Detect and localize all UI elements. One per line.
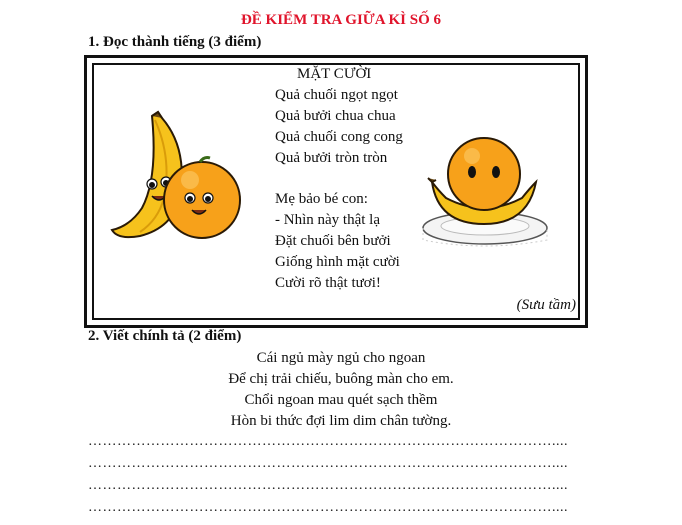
- dictation-line: Hòn bi thức đợi lim dim chân tường.: [230, 413, 452, 429]
- orange-face-icon: [448, 138, 520, 210]
- poem-line: Quả bưởi tròn tròn: [275, 150, 388, 166]
- answer-line[interactable]: ……………………………………………………………………………………....: [88, 434, 568, 449]
- answer-line[interactable]: ……………………………………………………………………………………....: [88, 456, 568, 471]
- banana-orange-illustration: [100, 108, 250, 243]
- dictation-line: Để chị trải chiếu, buông màn cho em.: [228, 371, 454, 387]
- answer-line[interactable]: ……………………………………………………………………………………....: [88, 478, 568, 493]
- poem-line: - Nhìn này thật lạ: [275, 212, 380, 228]
- poem-title: MẶT CƯỜI: [297, 66, 372, 82]
- section1-heading: 1. Đọc thành tiếng (3 điểm): [88, 34, 262, 50]
- poem-line: Quả chuối ngọt ngọt: [275, 87, 398, 103]
- poem-line: Cười rõ thật tươi!: [275, 275, 381, 291]
- poem-line: Quả chuối cong cong: [275, 129, 403, 145]
- poem-line: Mẹ bảo bé con:: [275, 191, 368, 207]
- poem-line: Giống hình mặt cười: [275, 254, 400, 270]
- poem-line: Đặt chuối bên bưởi: [275, 233, 391, 249]
- poem-line: Quả bưởi chua chua: [275, 108, 396, 124]
- page-title: ĐỀ KIỂM TRA GIỮA KÌ SỐ 6: [240, 12, 442, 28]
- smiley-fruit-plate-illustration: [418, 136, 553, 254]
- dictation-text: [0, 348, 682, 432]
- dictation-line: Chổi ngoan mau quét sạch thềm: [244, 392, 438, 408]
- poem-source: (Sưu tầm): [516, 297, 576, 313]
- section2-heading: 2. Viết chính tả (2 điểm): [88, 328, 242, 344]
- dictation-line: Cái ngủ mày ngủ cho ngoan: [256, 350, 426, 366]
- answer-line[interactable]: ……………………………………………………………………………………....: [88, 500, 568, 515]
